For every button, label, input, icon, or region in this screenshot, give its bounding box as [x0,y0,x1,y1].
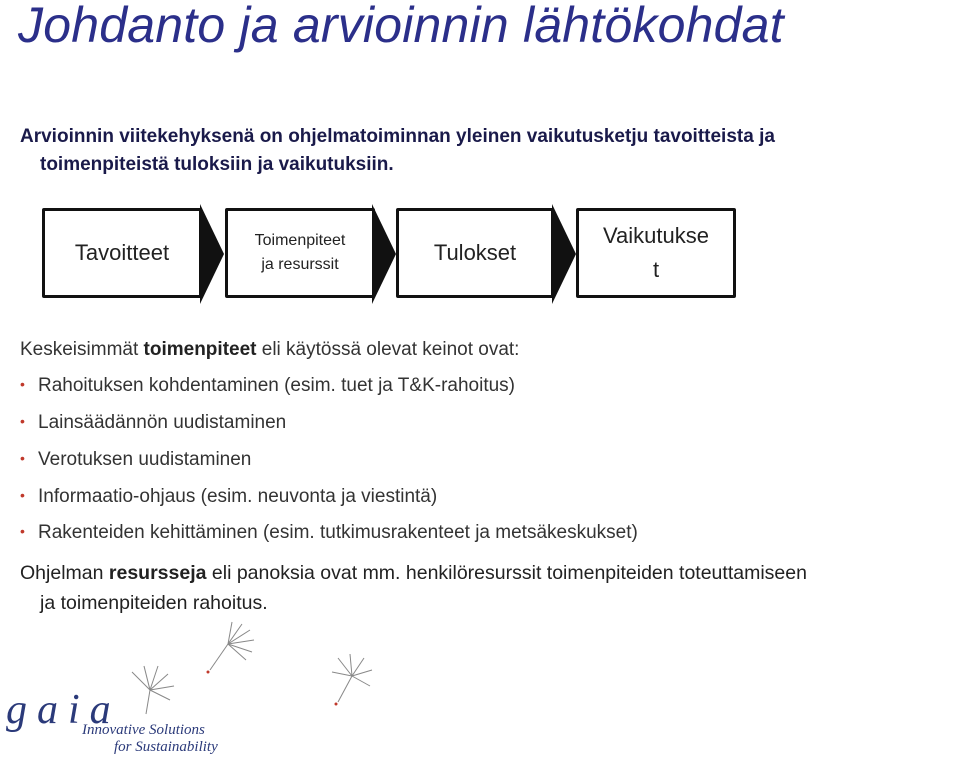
chain-box-actions-line-1: Toimenpiteet [254,232,346,249]
chain-box-actions-line-2: ja resurssit [261,256,339,273]
bullet-dot-icon: • [20,376,25,392]
list-item-label: Lainsäädännön uudistaminen [38,412,287,433]
actions-heading [20,339,519,361]
chain-box-goals [42,208,202,298]
bullet-dot-icon: • [20,523,25,539]
gaia-logo: gaia [6,687,121,733]
bullet-dot-icon: • [20,413,25,429]
list-item [20,412,286,434]
actions-heading-bold: toimenpiteet [143,339,257,360]
list-item-label: Rakenteiden kehittäminen (esim. tutkimusrakenteet ja metsäkeskukset) [38,522,638,543]
list-item-label: Informaatio-ohjaus (esim. neuvonta ja viestintä) [38,486,438,507]
bullet-dot-icon: • [20,450,25,466]
chain-box-impacts-line-1: Vaikutukse [603,223,709,248]
dandelion-seeds-decoration [120,612,390,722]
list-item [20,522,638,544]
resources-prefix: Ohjelman [20,562,104,584]
actions-heading-prefix: Keskeisimmät [20,339,139,360]
chain-box-results [396,208,554,298]
chain-box-actions [225,208,375,298]
bullet-dot-icon: • [20,487,25,503]
chain-box-results-label: Tulokset [433,240,517,265]
chain-box-impacts [576,208,736,298]
resources-bold: resursseja [108,562,207,584]
chain-box-impacts-line-2: t [652,257,660,282]
logo-tagline-1: Innovative Solutions [82,722,205,738]
actions-heading-suffix: eli käytössä olevat keinot ovat: [261,339,520,360]
chain-box-goals-label: Tavoitteet [74,240,170,265]
list-item [20,449,251,471]
resources-text [20,558,960,618]
intro-line-1: Arvioinnin viitekehyksenä on ohjelmatoiminnan yleinen vaikutusketju tavoitteista ja [20,126,775,147]
intro-text [20,123,940,179]
impact-chain [42,204,742,304]
list-item [20,486,437,508]
intro-line-2: toimenpiteistä tuloksiin ja vaikutuksiin. [40,154,394,175]
list-item-label: Verotuksen uudistaminen [38,449,252,470]
resources-suffix: eli panoksia ovat mm. henkilöresurssit toimenpiteiden toteuttamiseen [211,562,807,584]
chain-arrow-1 [200,204,228,304]
list-item [20,375,515,397]
list-item-label: Rahoituksen kohdentaminen (esim. tuet ja T&K-rahoitus) [38,375,516,396]
page-title: Johdanto ja arvioinnin lähtökohdat [18,0,784,53]
logo-tagline-2: for Sustainability [114,739,218,755]
resources-line-2: ja toimenpiteiden rahoitus. [40,592,268,614]
